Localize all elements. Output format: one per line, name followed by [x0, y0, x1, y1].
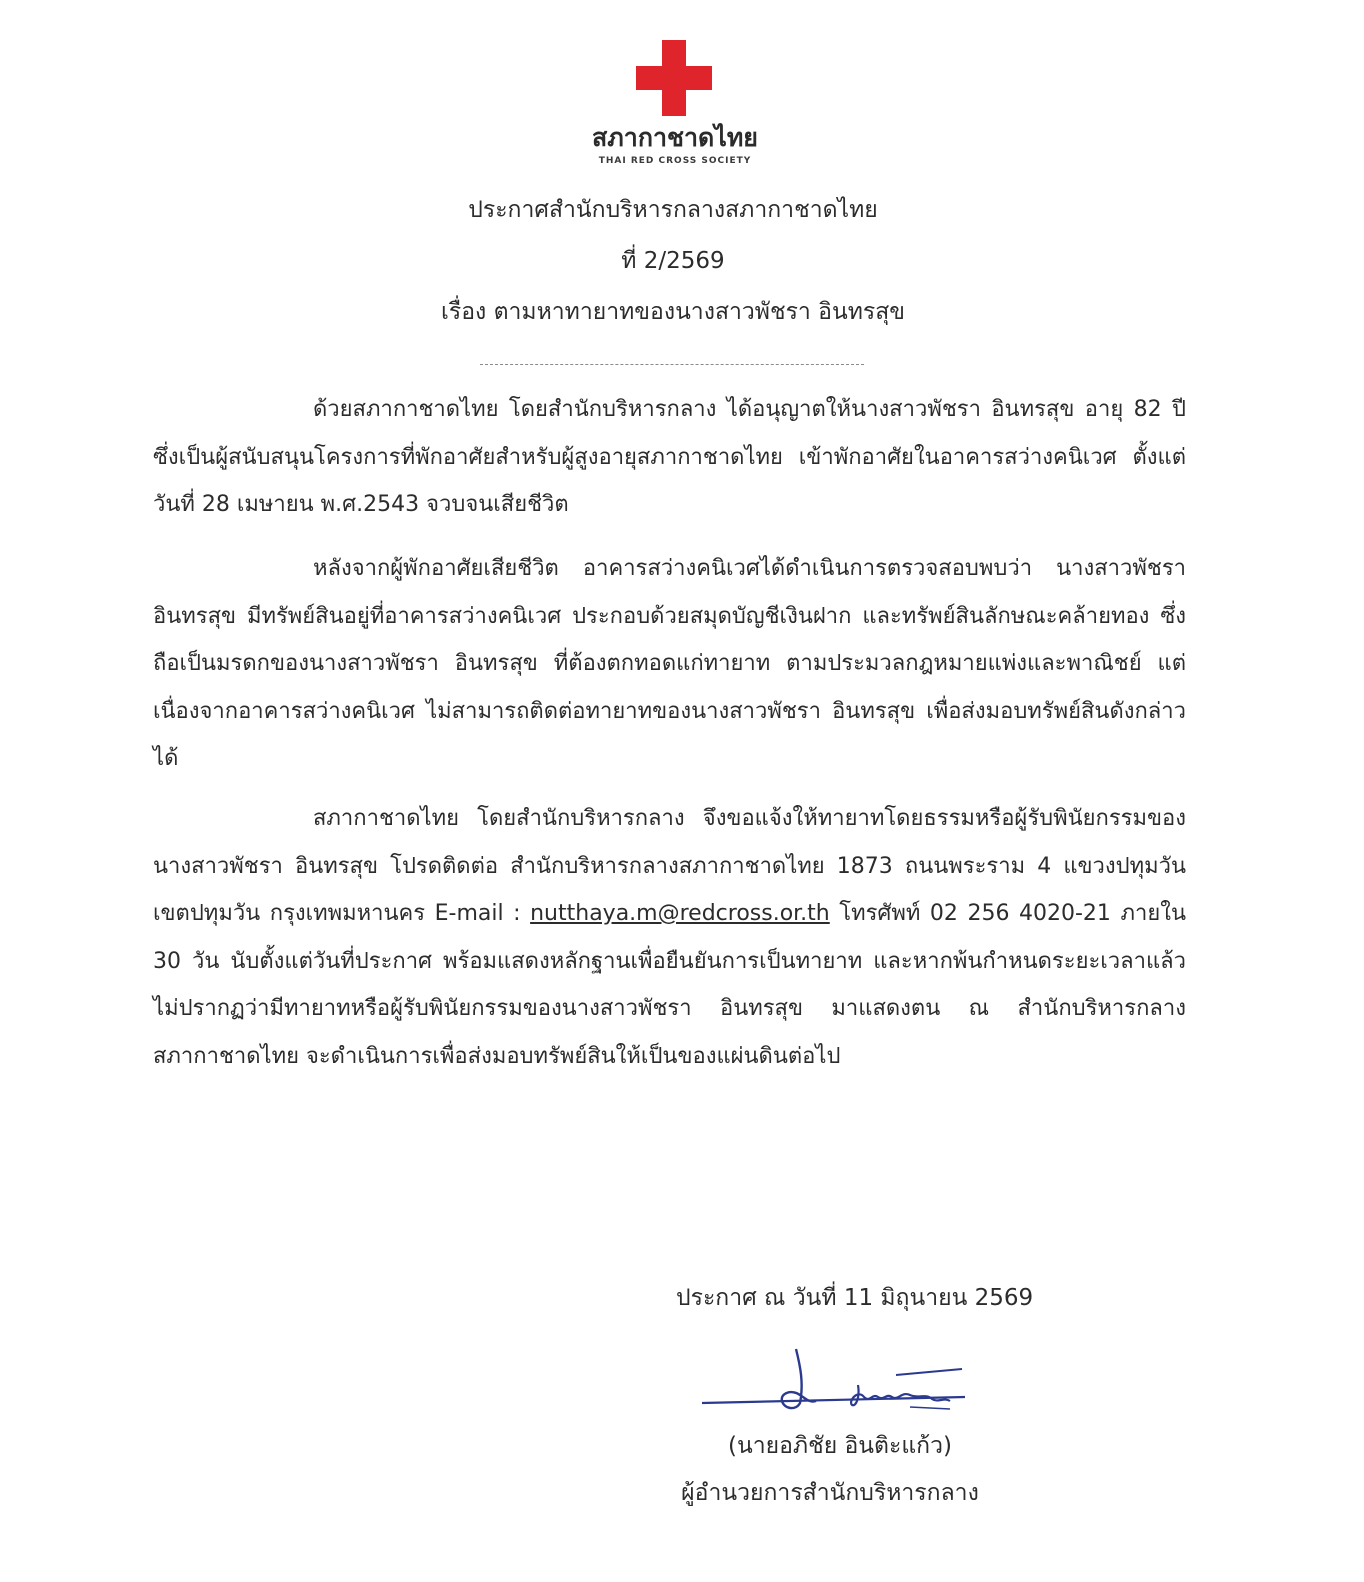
- body-paragraph-3: [153, 795, 1186, 1080]
- org-name-thai: สภากาชาดไทย: [592, 123, 758, 152]
- org-name-english: THAI RED CROSS SOCIETY: [598, 156, 752, 166]
- announcement-subject: เรื่อง ตามหาทายาทของนางสาวพัชรา อินทรสุข: [441, 299, 905, 325]
- signer-name: (นายอภิชัย อินติะแก้ว): [728, 1433, 952, 1459]
- signer-title: ผู้อำนวยการสำนักบริหารกลาง: [681, 1480, 979, 1506]
- paragraph-3-text-end: โทรศัพท์ 02 256 4020-21 ภายใน 30 วัน นับตั้งแต่วันที่ประกาศ พร้อมแสดงหลักฐานเพื่อยืนยันการเป็นทายาท และหากพ้นกำหนดระยะเวลาแล้ว ไม่ปรากฏว่ามีทายาทหรือผู้รับพินัยกรรมของนางสาวพัชรา อินทรสุข มาแสดงตน ณ สำนักบริหารกลางสภากาชาดไทย จะดำเนินการเพื่อส่งมอบทรัพย์สินให้เป็นของแผ่นดินต่อไป: [153, 901, 1186, 1069]
- announcement-number: ที่ 2/2569: [621, 248, 725, 274]
- body-paragraph-1: ด้วยสภากาชาดไทย โดยสำนักบริหารกลาง ได้อนุญาตให้นางสาวพัชรา อินทรสุข อายุ 82 ปี ซึ่งเป็นผู้สนับสนุนโครงการที่พักอาศัยสำหรับผู้สูงอายุสภากาชาดไทย เข้าพักอาศัยในอาคารสว่างคนิเวศ ตั้งแต่วันที่ 28 เมษายน พ.ศ.2543 จวบจนเสียชีวิต: [153, 397, 1186, 517]
- email-link[interactable]: nutthaya.m@redcross.or.th: [530, 901, 830, 926]
- divider: [480, 364, 864, 365]
- announcement-title: ประกาศสำนักบริหารกลางสภากาชาดไทย: [468, 197, 878, 223]
- signature-image: [700, 1345, 970, 1425]
- paragraph-3-text-start: สภากาชาดไทย โดยสำนักบริหารกลาง จึงขอแจ้งให้ทายาทโดยธรรมหรือผู้รับพินัยกรรมของนางสาวพัชรา อินทรสุข โปรดติดต่อ สำนักบริหารกลางสภากาชาดไทย 1873 ถนนพระราม 4 แขวงปทุมวัน เขตปทุมวัน กรุงเทพมหานคร E-mail :: [153, 806, 1186, 926]
- announcement-date: ประกาศ ณ วันที่ 11 มิถุนายน 2569: [676, 1285, 1034, 1311]
- red-cross-icon: [636, 40, 712, 116]
- body-paragraph-2: หลังจากผู้พักอาศัยเสียชีวิต อาคารสว่างคนิเวศได้ดำเนินการตรวจสอบพบว่า นางสาวพัชรา อินทรสุข มีทรัพย์สินอยู่ที่อาคารสว่างคนิเวศ ประกอบด้วยสมุดบัญชีเงินฝาก และทรัพย์สินลักษณะคล้ายทอง ซึ่งถือเป็นมรดกของนางสาวพัชรา อินทรสุข ที่ต้องตกทอดแก่ทายาท ตามประมวลกฎหมายแพ่งและพาณิชย์ แต่เนื่องจากอาคารสว่างคนิเวศ ไม่สามารถติดต่อทายาทของนางสาวพัชรา อินทรสุข เพื่อส่งมอบทรัพย์สินดังกล่าวได้: [153, 556, 1186, 771]
